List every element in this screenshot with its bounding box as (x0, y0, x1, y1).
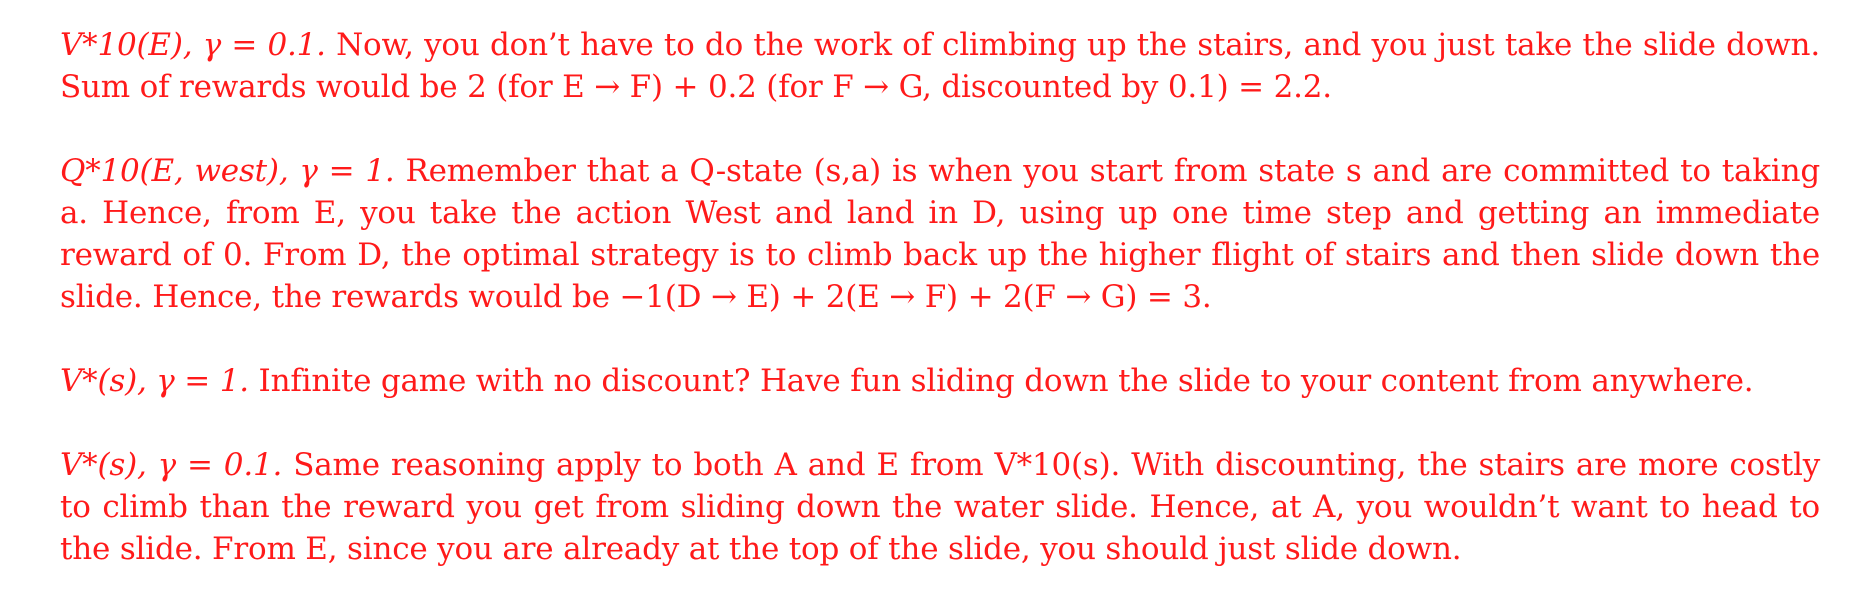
paragraph-q10-e-west-gamma-1 (60, 150, 1820, 318)
paragraph-lead: Q*10(E, west), γ = 1. (60, 153, 395, 189)
paragraph-body: Now, you don’t have to do the work of climbing up the stairs, and you just take the slide down. Sum of rewards would be 2 (for E → F) + 0.2 (for F → G, discounted by 0.1) = 2.2. (60, 27, 1820, 105)
paragraph-lead: V*10(E), γ = 0.1. (60, 27, 326, 63)
paragraph-v-s-gamma-1 (60, 360, 1820, 402)
paragraph-lead: V*(s), γ = 0.1. (60, 447, 283, 483)
paragraph-body: Remember that a Q-state (s,a) is when you start from state s and are committed to taking a. Hence, from E, you take the action West and land in D, using up one time step and getting an immediate reward of 0. From D, the optimal strategy is to climb back up the higher flight of stairs and then slide down the slide. Hence, the rewards would be −1(D → E) + 2(E → F) + 2(F → G) = 3. (60, 153, 1820, 315)
solution-text (60, 24, 1820, 570)
paragraph-body: Infinite game with no discount? Have fun sliding down the slide to your content from anywhere. (258, 363, 1754, 399)
paragraph-body: Same reasoning apply to both A and E from V*10(s). With discounting, the stairs are more costly to climb than the reward you get from sliding down the water slide. Hence, at A, you wouldn’t want to head to the slide. From E, since you are already at the top of the slide, you should just slide down. (60, 447, 1821, 567)
paragraph-v10-e-gamma-0.1 (60, 24, 1820, 108)
paragraph-v-s-gamma-0.1 (60, 444, 1820, 570)
paragraph-lead: V*(s), γ = 1. (60, 363, 249, 399)
